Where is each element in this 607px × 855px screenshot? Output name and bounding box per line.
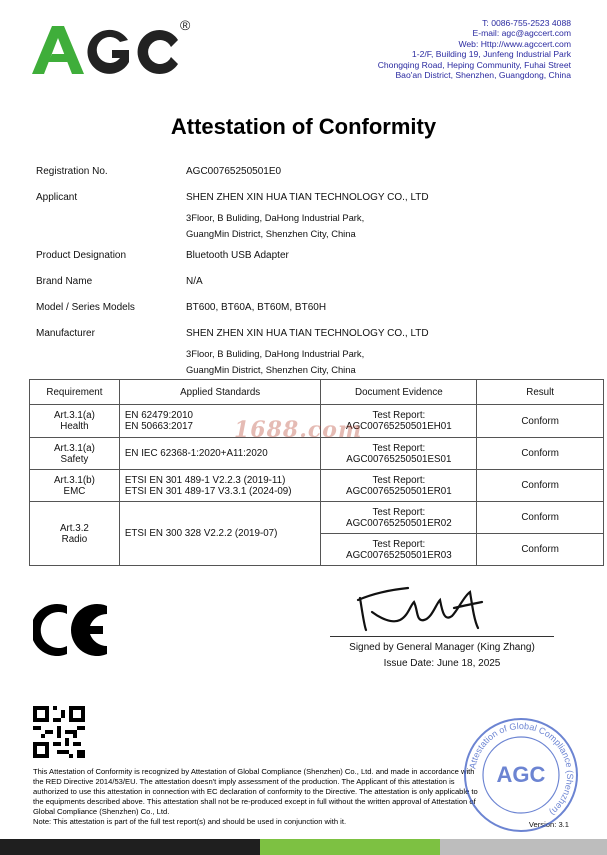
page-title: Attestation of Conformity [170, 114, 437, 139]
contact-phone: T: 0086-755-2523 4088 [482, 18, 571, 28]
contact-address-1: 1-2/F, Building 19, Junfeng Industrial Park [411, 49, 571, 60]
header-result: Result [477, 380, 604, 405]
evidence-cell: Test Report: AGC00765250501ER03 [321, 534, 477, 566]
svg-text:Attestation of Global Complian: Attestation of Global Compliance (Shenzhen) [467, 720, 576, 818]
contact-web: Web: Http://www.agccert.com [458, 38, 571, 49]
standards-cell: ETSI EN 300 328 V2.2.2 (2019-07) [119, 502, 321, 566]
product-label: Product Designation [36, 250, 127, 261]
svg-text:AGC: AGC [496, 762, 546, 787]
signature-image [352, 580, 492, 638]
company-stamp [462, 716, 580, 834]
version-label: Version: 3.1 [528, 820, 569, 829]
footer-bar-green [260, 839, 440, 855]
applicant-label: Applicant [36, 192, 78, 203]
requirement-cell: Art.3.1(b) EMC [30, 470, 120, 502]
standards-cell: EN IEC 62368-1:2020+A11:2020 [119, 438, 321, 470]
evidence-cell: Test Report: AGC00765250501EH01 [321, 405, 477, 438]
applicant-address-1: 3Floor, B Buliding, DaHong Industrial Park, [186, 212, 365, 223]
standards-cell: EN 62479:2010 EN 50663:2017 [119, 405, 321, 438]
contact-address-2: Chongqing Road, Heping Community, Fuhai Street [377, 59, 571, 70]
contact-block [378, 18, 571, 80]
requirement-cell: Art.3.2 Radio [30, 502, 120, 566]
header-requirement: Requirement [30, 380, 120, 405]
result-cell: Conform [477, 438, 604, 470]
agc-logo [28, 18, 203, 88]
watermark: 1688.com [234, 417, 363, 443]
contact-address-3: Bao'an District, Shenzhen, Guangdong, China [395, 70, 571, 81]
header-applied-standards: Applied Standards [119, 380, 321, 405]
table-row [30, 502, 604, 534]
contact-email: E-mail: agc@agccert.com [472, 28, 571, 39]
registration-label: Registration No. [36, 166, 108, 177]
brand-value: N/A [186, 276, 203, 287]
evidence-cell: Test Report: AGC00765250501ER01 [321, 470, 477, 502]
manufacturer-address-1: 3Floor, B Buliding, DaHong Industrial Park, [186, 348, 365, 359]
svg-text:®: ® [180, 18, 191, 33]
signature-line [330, 636, 554, 637]
result-cell: Conform [477, 534, 604, 566]
applicant-value: SHEN ZHEN XIN HUA TIAN TECHNOLOGY CO., LTD [186, 192, 429, 203]
manufacturer-address-2: GuangMin District, Shenzhen City, China [186, 364, 356, 375]
footer-bar-dark [0, 839, 260, 855]
issue-date: Issue Date: June 18, 2025 [383, 658, 501, 669]
product-value: Bluetooth USB Adapter [186, 250, 289, 261]
signed-by: Signed by General Manager (King Zhang) [349, 642, 535, 653]
table-header-row [30, 380, 604, 405]
result-cell: Conform [477, 405, 604, 438]
applicant-address-2: GuangMin District, Shenzhen City, China [186, 228, 356, 239]
table-row [30, 470, 604, 502]
requirement-cell: Art.3.1(a) Safety [30, 438, 120, 470]
disclaimer: This Attestation of Conformity is recognized by Attestation of Global Compliance (Shenzhen) Co., Ltd. and made in accordance with the RED Directive 2014/53/EU. The attestation doesn't imply assessment of the production. The Applicant of this attestation is authorized to use this attestation in connection with EC declaration of conformity to the Directive. The attestation is only applicable to the equipments described above. This attestation shall not be re-produced except in full without the written approval of Attestation of Global Compliance (Shenzhen) Co., Ltd. Note: This attestation is part of the full test report(s) and should be used in conjunction with it. [33, 767, 478, 826]
brand-label: Brand Name [36, 276, 93, 287]
manufacturer-value: SHEN ZHEN XIN HUA TIAN TECHNOLOGY CO., LTD [186, 328, 429, 339]
ce-mark [33, 600, 113, 660]
registration-value: AGC00765250501E0 [186, 166, 282, 177]
model-value: BT600, BT60A, BT60M, BT60H [186, 302, 327, 313]
standards-table [29, 379, 604, 566]
result-cell: Conform [477, 502, 604, 534]
model-label: Model / Series Models [36, 302, 135, 313]
evidence-cell: Test Report: AGC00765250501ER02 [321, 502, 477, 534]
requirement-cell: Art.3.1(a) Health [30, 405, 120, 438]
result-cell: Conform [477, 470, 604, 502]
header-document-evidence: Document Evidence [321, 380, 477, 405]
evidence-cell: Test Report: AGC00765250501ES01 [321, 438, 477, 470]
standards-cell: ETSI EN 301 489-1 V2.2.3 (2019-11) ETSI EN 301 489-17 V3.3.1 (2024-09) [119, 470, 321, 502]
qr-code [33, 706, 85, 758]
manufacturer-label: Manufacturer [36, 328, 95, 339]
footer-bar-gray [440, 839, 607, 855]
